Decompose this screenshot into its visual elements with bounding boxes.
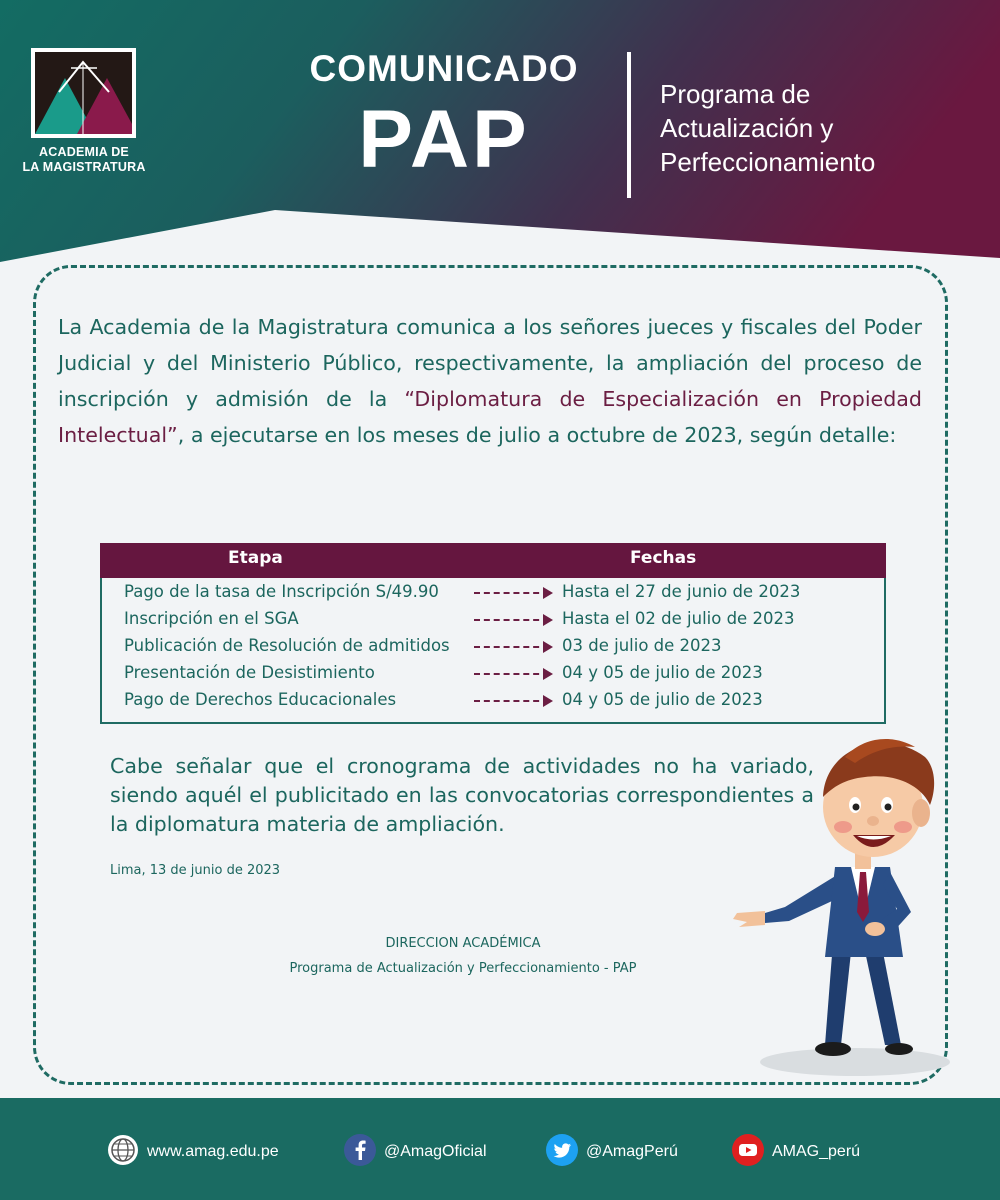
logo-text-line1: ACADEMIA DE (39, 145, 129, 159)
diploma-name: “Diplomatura de Especialización en Propiedad Intelectual” (58, 387, 922, 447)
signature-line1: DIRECCION ACADÉMICA (385, 936, 541, 951)
website-text: www.amag.edu.pe (147, 1143, 279, 1160)
table-row (124, 582, 884, 604)
youtube-icon (732, 1134, 764, 1166)
header-banner (0, 0, 1000, 290)
academia-logo (31, 48, 136, 138)
businessman-illustration (725, 727, 955, 1077)
row-stage: Pago de Derechos Educacionales (124, 690, 397, 709)
table-header (100, 543, 886, 578)
header-dates: Fechas (630, 548, 697, 568)
page-title: COMUNICADO (309, 48, 579, 89)
intro-part2: , a ejecutarse en los meses de julio a octubre de 2023, según detalle: (177, 423, 897, 447)
row-date: 04 y 05 de julio de 2023 (562, 663, 763, 682)
dashed-arrow-icon (474, 673, 549, 675)
row-stage: Pago de la tasa de Inscripción S/49.90 (124, 582, 439, 601)
globe-icon (107, 1134, 139, 1166)
table-row (124, 690, 884, 712)
footer-bar (0, 1098, 1000, 1200)
facebook-text: @AmagOficial (384, 1143, 487, 1160)
program-line1: Programa de (660, 79, 811, 109)
row-date: Hasta el 27 de junio de 2023 (562, 582, 801, 601)
logo-text-line2: LA MAGISTRATURA (22, 160, 146, 174)
row-stage: Presentación de Desistimiento (124, 663, 375, 682)
table-row (124, 636, 884, 658)
dashed-arrow-icon (474, 619, 549, 621)
row-stage: Inscripción en el SGA (124, 609, 299, 628)
table-row (124, 663, 884, 685)
program-line2: Actualización y (660, 113, 834, 143)
dashed-arrow-icon (474, 592, 549, 594)
dashed-arrow-icon (474, 700, 549, 702)
signature-line2: Programa de Actualización y Perfeccionamiento - PAP (289, 961, 637, 976)
row-date: Hasta el 02 de julio de 2023 (562, 609, 795, 628)
twitter-text: @AmagPerú (586, 1143, 678, 1160)
row-stage: Publicación de Resolución de admitidos (124, 636, 450, 655)
table-row (124, 609, 884, 631)
youtube-text: AMAG_perú (772, 1143, 861, 1160)
intro-part1: La Academia de la Magistratura comunica a los señores jueces y fiscales del Poder Judicial y del Ministerio Público, respectivamente, la ampliación del proceso de inscripción y admisión de la (58, 315, 922, 411)
date-place: Lima, 13 de junio de 2023 (110, 863, 281, 878)
twitter-icon (546, 1134, 578, 1166)
program-line3: Perfeccionamiento (660, 147, 876, 177)
program-name (660, 77, 875, 179)
dashed-arrow-icon (474, 646, 549, 648)
acronym-title: PAP (358, 94, 530, 185)
note-paragraph: Cabe señalar que el cronograma de actividades no ha variado, siendo aquél el publicitado en las convocatorias correspondientes a la diplomatura materia de ampliación. (110, 754, 814, 836)
logo-text (20, 145, 148, 175)
header-stage: Etapa (228, 548, 283, 568)
facebook-icon (344, 1134, 376, 1166)
header-divider (627, 52, 631, 198)
row-date: 03 de julio de 2023 (562, 636, 722, 655)
intro-paragraph (58, 309, 922, 453)
schedule-table (100, 543, 886, 724)
row-date: 04 y 05 de julio de 2023 (562, 690, 763, 709)
